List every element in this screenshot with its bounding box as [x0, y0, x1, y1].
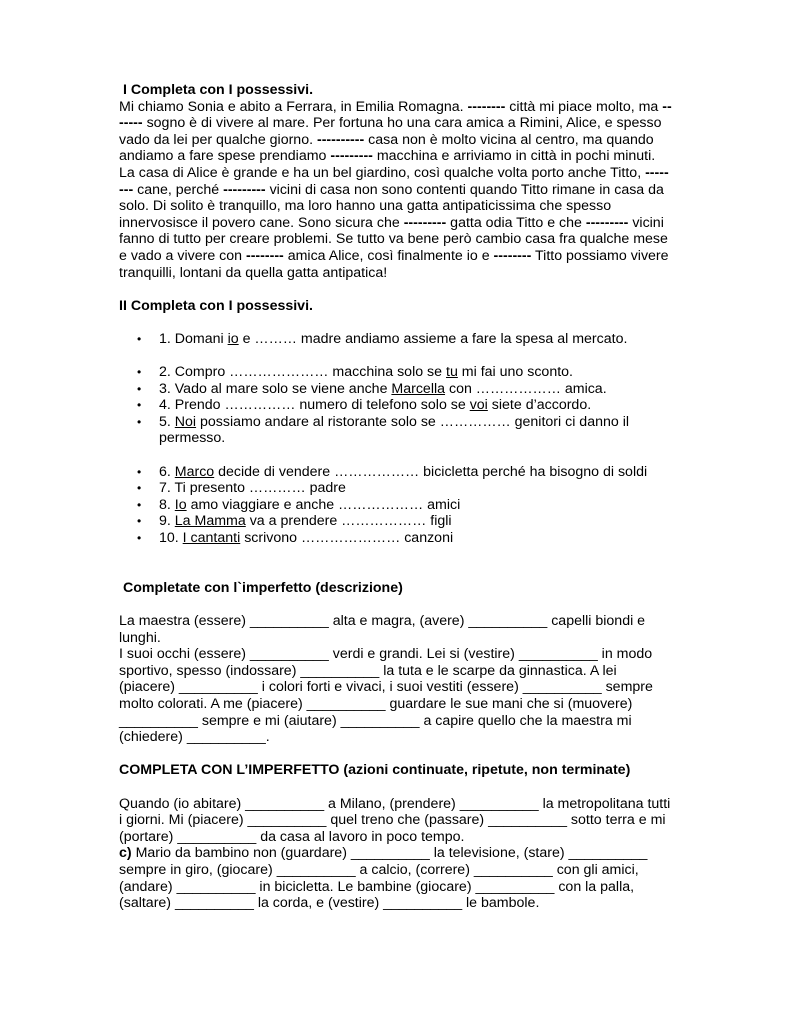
blank-dashes: c) [119, 845, 132, 862]
text-segment: 5. [159, 413, 175, 430]
text-line [119, 646, 694, 663]
blank-dashes: ----- [119, 115, 143, 132]
blank-dashes: ----- [645, 164, 669, 181]
exercise-item [119, 364, 694, 381]
underlined-subject: io [227, 330, 239, 347]
text-segment: Quando (io abitare) __________ a Milano, (prendere) __________ la metropolitana tutti [119, 795, 671, 812]
text-line [119, 265, 694, 282]
section-3 [119, 580, 694, 746]
text-segment: La casa di Alice è grande e ha un bel giardino, così qualche volta porto anche Titto, [119, 164, 646, 181]
section-4 [119, 762, 694, 911]
underlined-subject: voi [469, 397, 488, 414]
section-3-title: Completate con l`imperfetto (descrizione) [123, 579, 403, 596]
blank-dashes: --------- [330, 148, 373, 165]
exercise-item [119, 381, 694, 398]
text-segment: solo. Di solito è tranquillo, ma loro hanno una gatta antipaticissima che spesso [119, 198, 612, 215]
text-segment: e ……… madre andiamo assieme a fare la spesa al mercato. [238, 330, 628, 347]
blank-dashes: -- [662, 98, 672, 115]
text-line [119, 829, 694, 846]
text-segment: (saltare) __________ la corda, e (vestire) __________ le bambole. [119, 895, 540, 912]
section-1 [119, 82, 694, 281]
text-segment: (portare) __________ da casa al lavoro in poco tempo. [119, 828, 465, 845]
text-line [119, 165, 694, 182]
text-line [119, 182, 694, 199]
text-segment: 9. [159, 513, 175, 530]
text-line [119, 796, 694, 813]
text-segment: decide di vendere ……………… bicicletta perché ha bisogno di soldi [214, 463, 648, 480]
text-segment: macchina e arriviamo in città in pochi minuti. [372, 148, 656, 165]
blank-dashes: -------- [245, 247, 284, 264]
text-segment: 6. [159, 463, 175, 480]
text-segment: I suoi occhi (essere) __________ verdi e grandi. Lei si (vestire) __________ in modo [119, 646, 653, 663]
text-segment: 7. Ti presento ………… padre [159, 480, 346, 497]
exercise-item [119, 480, 694, 497]
text-segment: amo viaggiare e anche ……………… amici [186, 496, 461, 513]
blank-dashes: --------- [403, 214, 447, 231]
text-line [119, 148, 694, 165]
section-3-text [119, 613, 694, 746]
worksheet [119, 82, 694, 912]
text-line [119, 132, 694, 149]
text-segment: 4. Prendo …………… numero di telefono solo se [159, 397, 470, 414]
text-segment: 1. Domani [159, 330, 228, 347]
text-segment: tranquilli, lontani da quella gatta antipatica! [119, 264, 388, 281]
underlined-subject: Marcella [391, 380, 446, 397]
text-segment: mi fai uno sconto. [457, 364, 573, 381]
underlined-subject: Io [174, 496, 187, 513]
text-segment: vicini [628, 214, 664, 231]
text-line [119, 663, 694, 680]
text-line [119, 248, 694, 265]
underlined-subject: tu [446, 364, 458, 381]
blank-dashes: --- [119, 181, 134, 198]
text-line [119, 679, 694, 696]
exercise-item [119, 464, 694, 481]
text-segment: gatta odia Titto e che [446, 214, 586, 231]
text-line [119, 713, 694, 730]
text-line [119, 630, 694, 647]
text-segment: Titto possiamo vivere [531, 247, 669, 264]
text-segment: vado da lei per qualche giorno. [119, 131, 317, 148]
text-line [119, 99, 694, 116]
text-segment: casa non è molto vicina al centro, ma quando [364, 131, 654, 148]
section-4-title: COMPLETA CON L’IMPERFETTO (azioni continuate, ripetute, non terminate) [119, 762, 631, 779]
text-segment: permesso. [159, 430, 226, 447]
text-segment: innervosisce il povero cane. Sono sicura che [119, 214, 404, 231]
text-segment: 2. Compro ………………… macchina solo se [159, 364, 446, 381]
section-2-title: II Completa con I possessivi. [119, 297, 313, 314]
blank-dashes: -------- [493, 247, 532, 264]
text-segment: siete d’accordo. [487, 397, 592, 414]
text-line [119, 895, 694, 912]
exercise-list-2 [119, 364, 694, 447]
text-line [119, 198, 694, 215]
blank-dashes: -------- [467, 98, 506, 115]
text-segment: (piacere) __________ i colori forti e vivaci, i suoi vestiti (essere) __________ sempre [119, 679, 653, 696]
text-line [119, 879, 694, 896]
exercise-item [119, 430, 694, 447]
section-2 [119, 298, 694, 547]
exercise-item [119, 497, 694, 514]
exercise-item [119, 513, 694, 530]
text-segment: vicini di casa non sono contenti quando Titto rimane in casa da [265, 181, 664, 198]
text-segment: sportivo, spesso (indossare) __________ la tuta e le scarpe da ginnastica. A lei [119, 662, 617, 679]
text-segment: 3. Vado al mare solo se viene anche [159, 380, 392, 397]
text-line [119, 729, 694, 746]
text-segment: fanno di tutto per creare problemi. Se tutto va bene però cambio casa fra qualche mese [119, 231, 668, 248]
blank-dashes: --------- [223, 181, 266, 198]
text-segment: La maestra (essere) __________ alta e magra, (avere) __________ capelli biondi e [119, 613, 646, 629]
text-segment: scrivono ………………… canzoni [240, 530, 454, 547]
text-segment: Mario da bambino non (guardare) __________ la televisione, (stare) __________ [131, 845, 648, 862]
text-segment: amica Alice, così finalmente io e [283, 247, 494, 264]
exercise-item [119, 414, 694, 431]
text-segment: sempre in giro, (giocare) __________ a calcio, (correre) __________ con gli amici, [119, 861, 639, 878]
text-segment: lunghi. [119, 629, 161, 646]
underlined-subject: Marco [174, 463, 215, 480]
text-line [119, 115, 694, 132]
text-segment: (andare) __________ in bicicletta. Le bambine (giocare) __________ con la palla, [119, 878, 635, 895]
blank-dashes: --------- [585, 214, 629, 231]
section-1-text [119, 99, 694, 282]
exercise-item [119, 397, 694, 414]
section-4-text [119, 796, 694, 912]
text-segment: Mi chiamo Sonia e abito a Ferrara, in Emilia Romagna. [119, 98, 468, 115]
text-segment: città mi piace molto, ma [505, 98, 663, 115]
text-line [119, 812, 694, 829]
text-line [119, 696, 694, 713]
text-segment: e vado a vivere con [119, 247, 246, 264]
text-segment: (chiedere) __________. [119, 729, 270, 746]
underlined-subject: La Mamma [174, 513, 246, 530]
underlined-subject: Noi [174, 413, 197, 430]
blank-dashes: ---------- [316, 131, 365, 148]
text-segment: sogno è di vivere al mare. Per fortuna ho una cara amica a Rimini, Alice, e spesso [142, 115, 662, 132]
underlined-subject: I cantanti [182, 530, 241, 547]
text-segment: con ……………… amica. [445, 380, 607, 397]
text-segment: 10. [159, 530, 183, 547]
text-line [119, 231, 694, 248]
text-line [119, 613, 694, 630]
exercise-list-3 [119, 464, 694, 547]
text-segment: possiamo andare al ristorante solo se …………… genitori ci danno il [196, 413, 629, 430]
text-segment: cane, perché [133, 181, 224, 198]
text-segment: andiamo a fare spese prendiamo [119, 148, 331, 165]
section-1-title: I Completa con I possessivi. [123, 82, 314, 98]
text-segment: i giorni. Mi (piacere) __________ quel treno che (passare) __________ sotto terra e mi [119, 812, 666, 829]
text-segment: 8. [159, 496, 175, 513]
text-segment: molto colorati. A me (piacere) __________ guardare le sue mani che si (muovere) [119, 695, 633, 712]
exercise-item [119, 530, 694, 547]
text-line [119, 862, 694, 879]
text-line [119, 845, 694, 862]
text-line [119, 215, 694, 232]
exercise-item [119, 331, 694, 348]
text-segment: va a prendere ……………… figli [245, 513, 452, 530]
text-segment: __________ sempre e mi (aiutare) __________ a capire quello che la maestra mi [119, 712, 632, 729]
exercise-list-1 [119, 331, 694, 348]
